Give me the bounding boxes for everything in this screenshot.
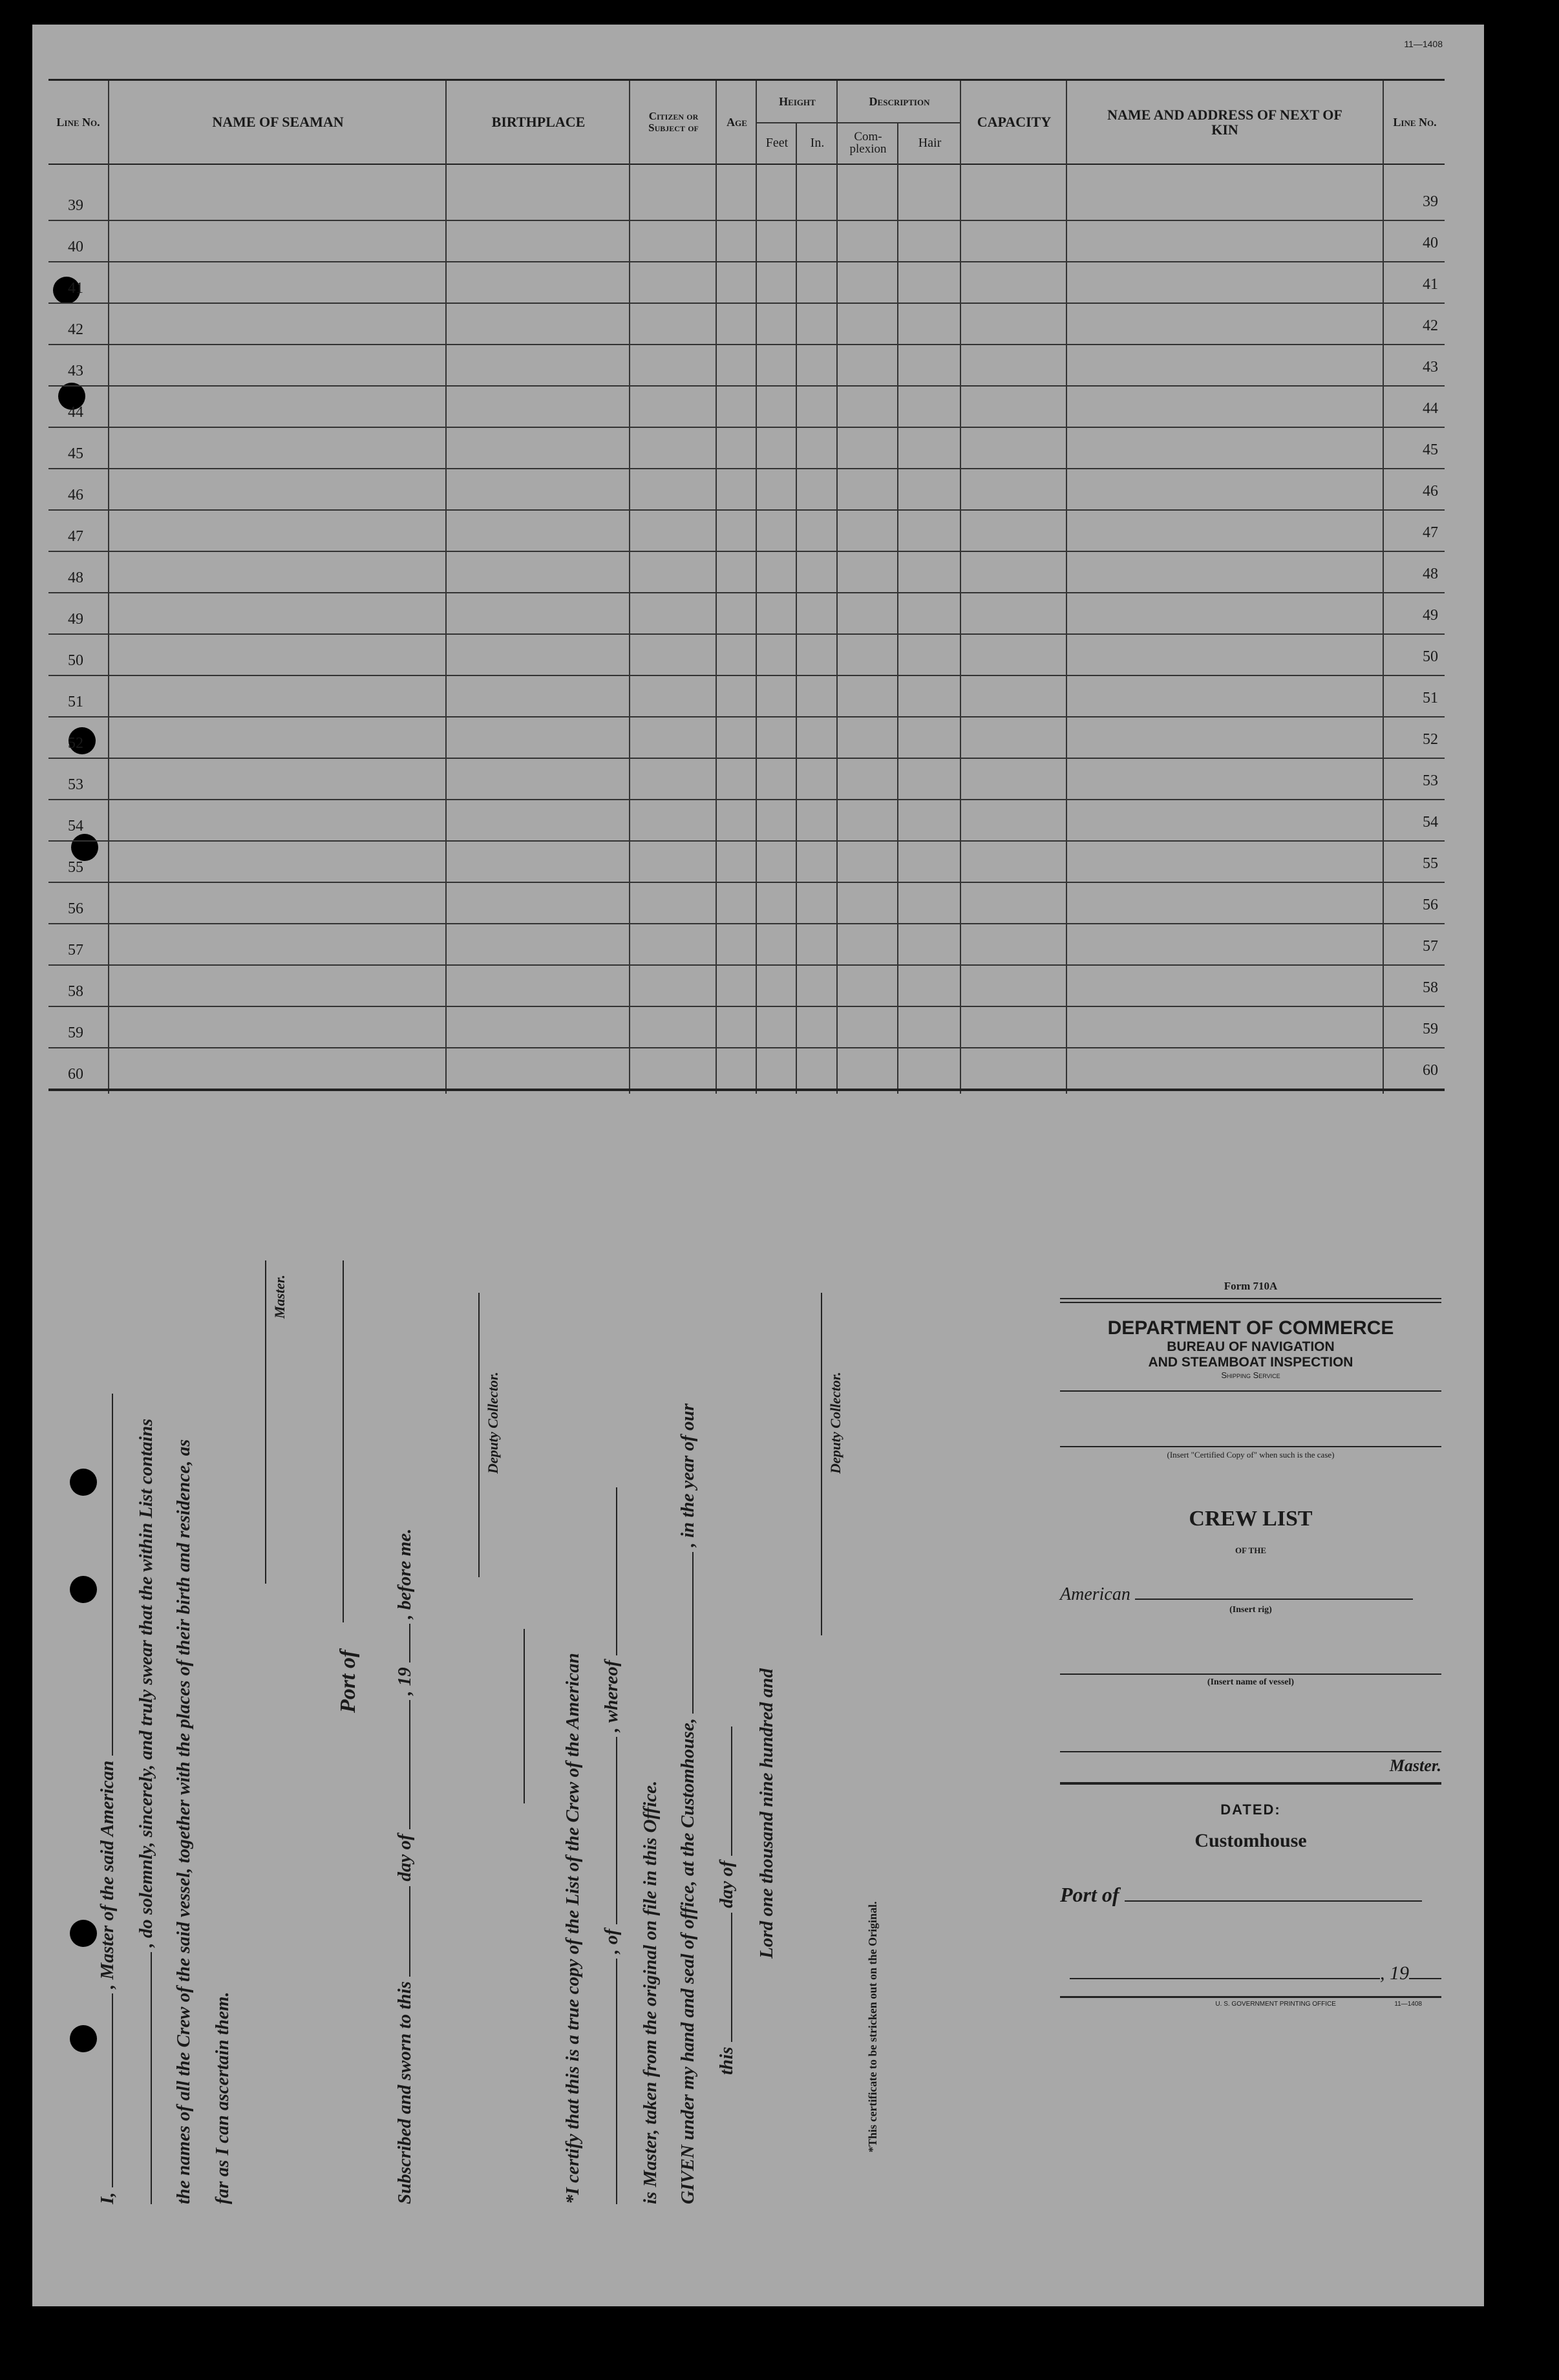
line-number-left: 48: [68, 569, 83, 586]
oath-line4: far as I can ascertain them.: [212, 1992, 233, 2204]
deputy-collector-label-2: Deputy Collector.: [827, 1372, 843, 1474]
header-in: In.: [796, 122, 838, 164]
line-number-left: 53: [68, 776, 83, 793]
line-number-left: 55: [68, 859, 83, 876]
line-number-right: 49: [1423, 607, 1438, 624]
cover-panel: [1060, 1280, 1441, 2008]
line-number-right: 39: [1423, 193, 1438, 210]
insert-certified-note: (Insert "Certified Copy of" when such is the case): [1167, 1450, 1335, 1460]
oath-i: I,: [97, 2192, 118, 2204]
header-description: Description: [836, 81, 961, 123]
line-number-right: 59: [1423, 1021, 1438, 1037]
given-line: GIVEN under my hand and seal of office, at the Customhouse,: [677, 1718, 698, 2204]
line-number-left: 47: [68, 528, 83, 545]
header-line-no: Line No.: [56, 115, 100, 129]
line-number-left: 46: [68, 487, 83, 504]
header-line-no-right: Line No.: [1383, 81, 1446, 164]
table-row: [48, 220, 1445, 262]
header-citizen: Citizen or Subject of: [629, 81, 717, 164]
customhouse-label: Customhouse: [1194, 1830, 1307, 1851]
form-number-top: 11—1408: [1404, 39, 1443, 49]
master-signature-label: Master.: [271, 1275, 288, 1319]
header-complexion: Com-plexion: [836, 122, 898, 164]
port-of-label: Port of: [336, 1650, 360, 1713]
line-number-left: 44: [68, 404, 83, 421]
insert-rig: (Insert rig): [1229, 1605, 1272, 1615]
table-row: [48, 427, 1445, 469]
line-number-right: 41: [1423, 276, 1438, 293]
header-next-of-kin: NAME AND ADDRESS OF NEXT OF KIN: [1066, 81, 1383, 164]
line-number-left: 52: [68, 735, 83, 752]
punch-hole: [70, 1469, 97, 1496]
line-number-left: 59: [68, 1025, 83, 1041]
table-row: [48, 716, 1445, 759]
table-row: [48, 1006, 1445, 1048]
table-row: [48, 923, 1445, 966]
lord-line: Lord one thousand nine hundred and: [756, 1668, 777, 1959]
punch-hole: [70, 1576, 97, 1603]
line-number-left: 57: [68, 942, 83, 959]
line-number-right: 53: [1423, 772, 1438, 789]
table-row: [48, 840, 1445, 883]
table-row: [48, 163, 1445, 221]
crew-table-body: [48, 163, 1445, 1094]
line-number-left: 54: [68, 818, 83, 834]
department: DEPARTMENT OF COMMERCE: [1107, 1317, 1394, 1339]
crew-list-title: CREW LIST: [1189, 1507, 1313, 1531]
line-number-right: 52: [1423, 731, 1438, 748]
oath-line3: the names of all the Crew of the said vessel, together with the places of their birth and residence, as: [173, 1439, 194, 2204]
line-number-left: 56: [68, 900, 83, 917]
line-number-left: 45: [68, 445, 83, 462]
line-number-right: 48: [1423, 566, 1438, 582]
certify-line-master: is Master, taken from the original on file in this Office.: [640, 1780, 661, 2204]
table-row: [48, 385, 1445, 428]
header-age: Age: [716, 81, 757, 164]
table-row: [48, 964, 1445, 1007]
header-height: Height: [756, 81, 838, 123]
table-row: [48, 633, 1445, 676]
insert-vessel-name: (Insert name of vessel): [1207, 1677, 1295, 1687]
line-number-right: 50: [1423, 648, 1438, 665]
line-number-left: 51: [68, 694, 83, 710]
line-number-left: 49: [68, 611, 83, 628]
table-row: [48, 509, 1445, 552]
header-birthplace: BIRTHPLACE: [445, 81, 630, 164]
line-number-left: 40: [68, 239, 83, 255]
oath-line1: , Master of the said American: [97, 1760, 118, 1989]
line-number-left: 41: [68, 280, 83, 297]
header-capacity: CAPACITY: [960, 81, 1067, 164]
line-number-left: 58: [68, 983, 83, 1000]
subscribed-text: Subscribed and sworn to this: [394, 1981, 415, 2204]
line-number-right: 43: [1423, 359, 1438, 376]
line-number-right: 47: [1423, 524, 1438, 541]
cover-master: Master.: [1389, 1756, 1441, 1775]
header-name-of-seaman: NAME OF SEAMAN: [108, 81, 447, 164]
deputy-collector-label: Deputy Collector.: [485, 1372, 501, 1474]
footnote: *This certificate to be stricken out on the Original.: [866, 1901, 879, 2152]
american-label: American: [1060, 1584, 1130, 1604]
table-row: [48, 551, 1445, 593]
header-feet: Feet: [756, 122, 797, 164]
line-number-left: 60: [68, 1066, 83, 1083]
line-number-right: 42: [1423, 317, 1438, 334]
table-row: [48, 344, 1445, 387]
line-number-right: 46: [1423, 483, 1438, 500]
table-row: [48, 882, 1445, 924]
header-hair: Hair: [897, 122, 961, 164]
line-number-right: 54: [1423, 814, 1438, 831]
table-row: [48, 468, 1445, 511]
form-710a: Form 710A: [1224, 1280, 1278, 1292]
line-number-right: 60: [1423, 1062, 1438, 1079]
table-row: [48, 675, 1445, 717]
of-the: OF THE: [1235, 1546, 1267, 1555]
gpo-label: U. S. GOVERNMENT PRINTING OFFICE: [1215, 2001, 1336, 2008]
line-number-right: 55: [1423, 855, 1438, 872]
table-row: [48, 261, 1445, 304]
table-row: [48, 799, 1445, 842]
table-row: [48, 592, 1445, 635]
line-number-left: 42: [68, 321, 83, 338]
line-number-right: 51: [1423, 690, 1438, 707]
table-row: [48, 1047, 1445, 1091]
oath-block: I, , Master of the said American , do solemnly, sincerely, and truly swear that the within List contains the names of all the Crew of the said vessel, together with the places of their birth and residence, as far as I can ascertain them. Master. Port of Subscribed and sworn to this day of , 19 , before me. Deputy Collector. *I certify that this is a true copy of the List of the Crew of the American , of , whereof is Master, taken from the original on file in this Office. GIVEN under my hand and seal of office, at the Customhouse, , in the year of our this day of Lord one thousand nine hundred and Deputy Collector. *This certificate to be stricken out on the Original.: [97, 1105, 970, 2204]
line-number-left: 43: [68, 363, 83, 379]
line-number-right: 56: [1423, 897, 1438, 913]
cover-year: , 19: [1380, 1962, 1409, 1984]
line-number-right: 45: [1423, 441, 1438, 458]
gpo-code: 11—1408: [1394, 2001, 1422, 2008]
bureau-line1: BUREAU OF NAVIGATION: [1167, 1339, 1335, 1354]
line-number-left: 50: [68, 652, 83, 669]
bureau-line2: AND STEAMBOAT INSPECTION: [1148, 1355, 1353, 1370]
punch-hole: [70, 1920, 97, 1947]
line-number-right: 40: [1423, 235, 1438, 251]
table-row: [48, 758, 1445, 800]
line-number-right: 44: [1423, 400, 1438, 417]
table-header: [48, 79, 1445, 165]
certify-line: *I certify that this is a true copy of the List of the Crew of the American: [562, 1653, 583, 2204]
line-number-left: 39: [68, 197, 83, 214]
line-number-right: 57: [1423, 938, 1438, 955]
cover-port-of: Port of: [1060, 1883, 1119, 1906]
line-number-right: 58: [1423, 979, 1438, 996]
dated-label: DATED:: [1220, 1801, 1281, 1818]
shipping-service: Shipping Service: [1221, 1370, 1280, 1380]
oath-line2: , do solemnly, sincerely, and truly swear that the within List contains: [136, 1418, 156, 1948]
table-row: [48, 303, 1445, 345]
punch-hole: [70, 2025, 97, 2052]
